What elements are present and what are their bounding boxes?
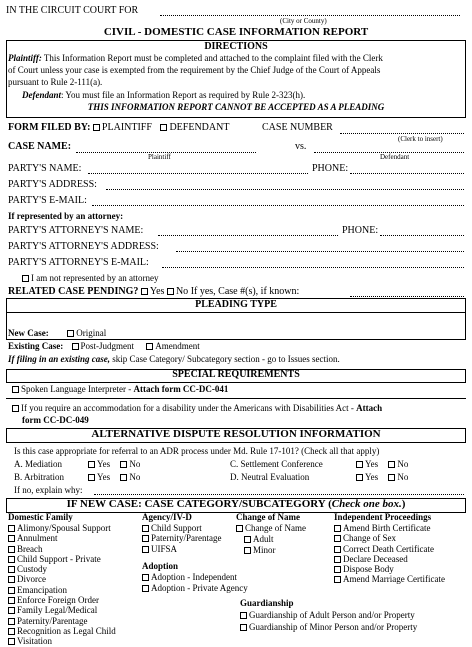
domestic-family-checkbox[interactable] [8, 576, 15, 583]
party-phone-label: PHONE: [312, 163, 349, 174]
domestic-family-checkbox[interactable] [8, 546, 15, 553]
domestic-family-label: Family Legal/Medical [17, 605, 98, 616]
domestic-family-item [8, 616, 116, 626]
domestic-family-checkbox[interactable] [8, 566, 15, 573]
interpreter-row [12, 384, 228, 394]
adoption-title: Adoption [142, 561, 179, 571]
domestic-family-item [8, 605, 116, 615]
interpreter-label: Spoken Language Interpreter - [21, 384, 134, 394]
adr-if-no-field[interactable] [94, 494, 464, 495]
guardianship-checkbox[interactable] [240, 624, 247, 631]
party-email-field[interactable] [92, 205, 464, 206]
adr-d-yes: Yes [365, 472, 379, 482]
interpreter-checkbox[interactable] [12, 386, 19, 393]
defendant-directions [22, 90, 305, 100]
related-if-yes: If yes, Case #(s), if known: [190, 286, 300, 297]
case-name-label: CASE NAME: [8, 141, 72, 152]
attorney-phone-field[interactable] [380, 235, 464, 236]
amendment-label: Amendment [155, 341, 200, 351]
attorney-address-field[interactable] [176, 251, 464, 252]
original-checkbox[interactable] [67, 330, 74, 337]
plaintiff-directions-line-3: pursuant to Rule 2-111(a). [8, 77, 103, 87]
independent-label: Dispose Body [343, 564, 394, 575]
independent-label: Declare Deceased [343, 553, 408, 564]
domestic-family-item [8, 544, 116, 554]
plaintiff-directions-line-2: of Court unless your case is exempted from the requirement by the Chief Judge of the Court of Appeals [8, 65, 381, 75]
related-no-label: No [175, 286, 189, 297]
adr-b-yes: Yes [97, 472, 111, 482]
plaintiff-directions-text-1: This Information Report must be completed and attached to the complaint filed with the Clerk [41, 53, 383, 63]
guardianship-item [240, 621, 417, 633]
domestic-family-checkbox[interactable] [8, 525, 15, 532]
independent-checkbox[interactable] [334, 535, 341, 542]
independent-item [334, 544, 445, 554]
interpreter-attach: Attach form CC-DC-041 [133, 384, 229, 394]
adoption-list [142, 572, 248, 593]
plaintiff-checkbox[interactable] [93, 124, 100, 131]
guardianship-title: Guardianship [240, 598, 294, 608]
adr-c-no-checkbox[interactable] [388, 461, 395, 468]
plaintiff-option: PLAINTIFF [101, 122, 152, 133]
independent-checkbox[interactable] [334, 556, 341, 563]
adr-a-options [88, 459, 140, 469]
adult-label: Adult [253, 534, 274, 544]
related-case-label: RELATED CASE PENDING? [8, 286, 139, 297]
domestic-family-item [8, 626, 116, 636]
independent-label: Change of Sex [343, 533, 396, 544]
defendant-checkbox[interactable] [160, 124, 167, 131]
party-phone-field[interactable] [350, 173, 464, 174]
attorney-phone-label: PHONE: [342, 225, 379, 236]
domestic-family-title: Domestic Family [8, 512, 73, 522]
adoption-checkbox[interactable] [142, 574, 149, 581]
disability-row [12, 403, 382, 413]
disability-checkbox[interactable] [12, 405, 19, 412]
independent-item [334, 533, 445, 543]
domestic-family-label: Emancipation [17, 584, 67, 595]
adoption-label: Adoption - Independent [151, 572, 237, 582]
amendment-checkbox[interactable] [146, 343, 153, 350]
domestic-family-label: Alimony/Spousal Support [17, 523, 111, 533]
special-heading: SPECIAL REQUIREMENTS [172, 369, 300, 380]
independent-checkbox[interactable] [334, 566, 341, 573]
disability-label: If you require an accommodation for a disability under the Americans with Disabilities Act - [21, 403, 357, 413]
party-address-field[interactable] [106, 189, 464, 190]
directions-heading: DIRECTIONS [204, 41, 268, 52]
domestic-family-label: Paternity/Parentage [17, 615, 88, 626]
domestic-family-checkbox[interactable] [8, 535, 15, 542]
agency-item [142, 533, 221, 543]
defendant-directions-label: Defendant [22, 90, 61, 100]
adr-if-no-label: If no, explain why: [14, 485, 83, 495]
agency-list [142, 523, 221, 554]
adr-b-no: No [129, 472, 141, 482]
adoption-label: Adoption - Private Agency [151, 582, 248, 593]
independent-item [334, 564, 445, 574]
adr-d-label: D. Neutral Evaluation [230, 472, 310, 482]
new-case-row [8, 328, 106, 338]
adr-c-no: No [397, 459, 409, 469]
court-prefix: IN THE CIRCUIT COURT FOR [6, 5, 139, 16]
case-number-field[interactable] [340, 133, 464, 134]
existing-case-label: Existing Case: [8, 341, 64, 351]
attorney-email-field[interactable] [162, 267, 464, 268]
change-name-label: Change of Name [245, 523, 306, 533]
existing-case-note-bold: If filing in an existing case, [8, 354, 111, 364]
independent-label: Amend Birth Certificate [343, 523, 431, 533]
guardianship-item [240, 609, 417, 621]
agency-checkbox[interactable] [142, 525, 149, 532]
domestic-family-checkbox[interactable] [8, 618, 15, 625]
domestic-family-item [8, 585, 116, 595]
agency-label: Child Support [151, 523, 202, 533]
category-heading-end: ) [401, 498, 406, 510]
no-attorney-row [22, 273, 158, 283]
domestic-family-item [8, 574, 116, 584]
attorney-email-label: PARTY'S ATTORNEY'S E-MAIL: [8, 257, 149, 268]
disability-attach-1: Attach [356, 403, 383, 413]
independent-checkbox[interactable] [334, 546, 341, 553]
independent-label: Amend Marriage Certificate [343, 574, 445, 585]
court-hint: (City or County) [280, 17, 327, 25]
form-title: CIVIL - DOMESTIC CASE INFORMATION REPORT [103, 26, 369, 38]
category-heading-italic: Check one box. [331, 498, 402, 510]
guardianship-list [240, 609, 417, 633]
defendant-directions-text: : You must file an Information Report as required by Rule 2-323(h). [61, 90, 306, 100]
vs-label: vs. [295, 141, 307, 152]
attorney-intro: If represented by an attorney: [8, 211, 124, 221]
adoption-item [142, 583, 248, 594]
change-name-title: Change of Name [236, 512, 300, 522]
minor-checkbox[interactable] [244, 547, 251, 554]
category-heading [6, 498, 466, 510]
adr-c-yes-checkbox[interactable] [356, 461, 363, 468]
adr-b-yes-checkbox[interactable] [88, 474, 95, 481]
adr-b-options [88, 472, 140, 482]
party-email-label: PARTY'S E-MAIL: [8, 195, 87, 206]
form-filed-by-label: FORM FILED BY: [8, 122, 91, 133]
adr-question: Is this case appropriate for referral to an ADR process under Md. Rule 17-101? (Check all that apply) [14, 446, 380, 456]
domestic-family-item [8, 533, 116, 543]
domestic-family-checkbox[interactable] [8, 597, 15, 604]
no-attorney-label: I am not represented by an attorney [31, 273, 159, 283]
related-no-checkbox[interactable] [167, 288, 174, 295]
adr-a-yes-checkbox[interactable] [88, 461, 95, 468]
adoption-checkbox[interactable] [142, 585, 149, 592]
independent-item [334, 574, 445, 584]
disability-attach-2: form CC-DC-049 [22, 415, 89, 425]
adr-c-label: C. Settlement Conference [230, 459, 323, 469]
guardianship-label: Guardianship of Adult Person and/or Property [249, 610, 415, 620]
adr-a-no: No [129, 459, 141, 469]
adr-d-no-checkbox[interactable] [388, 474, 395, 481]
independent-checkbox[interactable] [334, 576, 341, 583]
case-number-label: CASE NUMBER [262, 122, 333, 133]
independent-checkbox[interactable] [334, 525, 341, 532]
related-case-row [8, 286, 299, 297]
change-name-item-0 [236, 523, 306, 533]
attorney-address-label: PARTY'S ATTORNEY'S ADDRESS: [8, 241, 159, 252]
related-yes-label: Yes [149, 286, 165, 297]
defendant-option: DEFENDANT [169, 122, 230, 133]
plaintiff-directions [8, 53, 383, 63]
adult-checkbox[interactable] [244, 536, 251, 543]
party-address-label: PARTY'S ADDRESS: [8, 179, 97, 190]
domestic-family-label: Recognition as Legal Child [17, 625, 116, 636]
agency-checkbox[interactable] [142, 546, 149, 553]
domestic-family-item [8, 636, 116, 646]
independent-item [334, 523, 445, 533]
domestic-family-list [8, 523, 116, 647]
post-judgment-checkbox[interactable] [72, 343, 79, 350]
defendant-hint: Defendant [380, 153, 410, 161]
domestic-family-checkbox[interactable] [8, 607, 15, 614]
existing-case-row [8, 341, 200, 351]
adr-a-yes: Yes [97, 459, 111, 469]
adoption-item [142, 572, 248, 583]
change-name-item-2 [244, 545, 276, 555]
attorney-name-field[interactable] [158, 235, 338, 236]
agency-item [142, 544, 221, 554]
domestic-family-item [8, 595, 116, 605]
domestic-family-checkbox[interactable] [8, 628, 15, 635]
category-heading-main: IF NEW CASE: CASE CATEGORY/SUBCATEGORY ( [66, 498, 332, 510]
existing-case-note-rest: skip Case Category/ Subcategory section - go to Issues section. [110, 354, 340, 364]
related-case-field[interactable] [350, 296, 464, 297]
adr-b-no-checkbox[interactable] [120, 474, 127, 481]
independent-title: Independent Proceedings [334, 512, 432, 522]
domestic-family-label: Custody [17, 564, 48, 575]
original-label: Original [76, 328, 107, 338]
domestic-family-item [8, 564, 116, 574]
domestic-family-checkbox[interactable] [8, 587, 15, 594]
agency-title: Agency/IV-D [142, 512, 192, 522]
adr-b-label: B. Arbitration [14, 472, 64, 482]
new-case-label: New Case: [8, 328, 49, 338]
adr-a-no-checkbox[interactable] [120, 461, 127, 468]
plaintiff-hint: Plaintiff [148, 153, 171, 161]
attorney-name-label: PARTY'S ATTORNEY'S NAME: [8, 225, 144, 236]
pleading-heading: PLEADING TYPE [195, 299, 277, 310]
agency-item [142, 523, 221, 533]
court-name-field[interactable] [160, 15, 460, 16]
adr-a-label: A. Mediation [14, 459, 62, 469]
domestic-family-item [8, 554, 116, 564]
independent-label: Correct Death Certificate [343, 543, 434, 554]
plaintiff-directions-label: Plaintiff: [8, 53, 42, 63]
adr-d-yes-checkbox[interactable] [356, 474, 363, 481]
domestic-family-label: Visitation [17, 636, 52, 647]
domestic-family-label: Enforce Foreign Order [17, 595, 99, 606]
no-attorney-checkbox[interactable] [22, 275, 29, 282]
adr-c-yes: Yes [365, 459, 379, 469]
domestic-family-checkbox[interactable] [8, 638, 15, 645]
independent-list [334, 523, 445, 585]
independent-item [334, 554, 445, 564]
party-name-field[interactable] [88, 173, 308, 174]
pleading-warning: THIS INFORMATION REPORT CANNOT BE ACCEPTED AS A PLEADING [87, 102, 385, 112]
change-name-item-1 [244, 534, 274, 544]
post-judgment-label: Post-Judgment [80, 341, 135, 351]
domestic-family-label: Breach [17, 543, 43, 554]
related-yes-checkbox[interactable] [141, 288, 148, 295]
adr-c-options [356, 459, 408, 469]
guardianship-label: Guardianship of Minor Person and/or Property [249, 622, 418, 632]
domestic-family-checkbox[interactable] [8, 556, 15, 563]
party-name-label: PARTY'S NAME: [8, 163, 82, 174]
domestic-family-label: Annulment [17, 533, 58, 544]
adr-d-options [356, 472, 408, 482]
minor-label: Minor [253, 545, 276, 555]
existing-case-note [8, 354, 340, 364]
agency-label: Paternity/Parentage [151, 533, 222, 544]
guardianship-checkbox[interactable] [240, 612, 247, 619]
domestic-family-label: Child Support - Private [17, 553, 101, 564]
clerk-hint: (Clerk to insert) [398, 135, 443, 143]
domestic-family-item [8, 523, 116, 533]
agency-label: UIFSA [151, 543, 178, 554]
change-name-checkbox[interactable] [236, 525, 243, 532]
form-filed-by-row [8, 122, 229, 133]
agency-checkbox[interactable] [142, 535, 149, 542]
domestic-family-label: Divorce [17, 574, 46, 585]
adr-d-no: No [397, 472, 409, 482]
adr-heading: ALTERNATIVE DISPUTE RESOLUTION INFORMATION [91, 428, 381, 440]
